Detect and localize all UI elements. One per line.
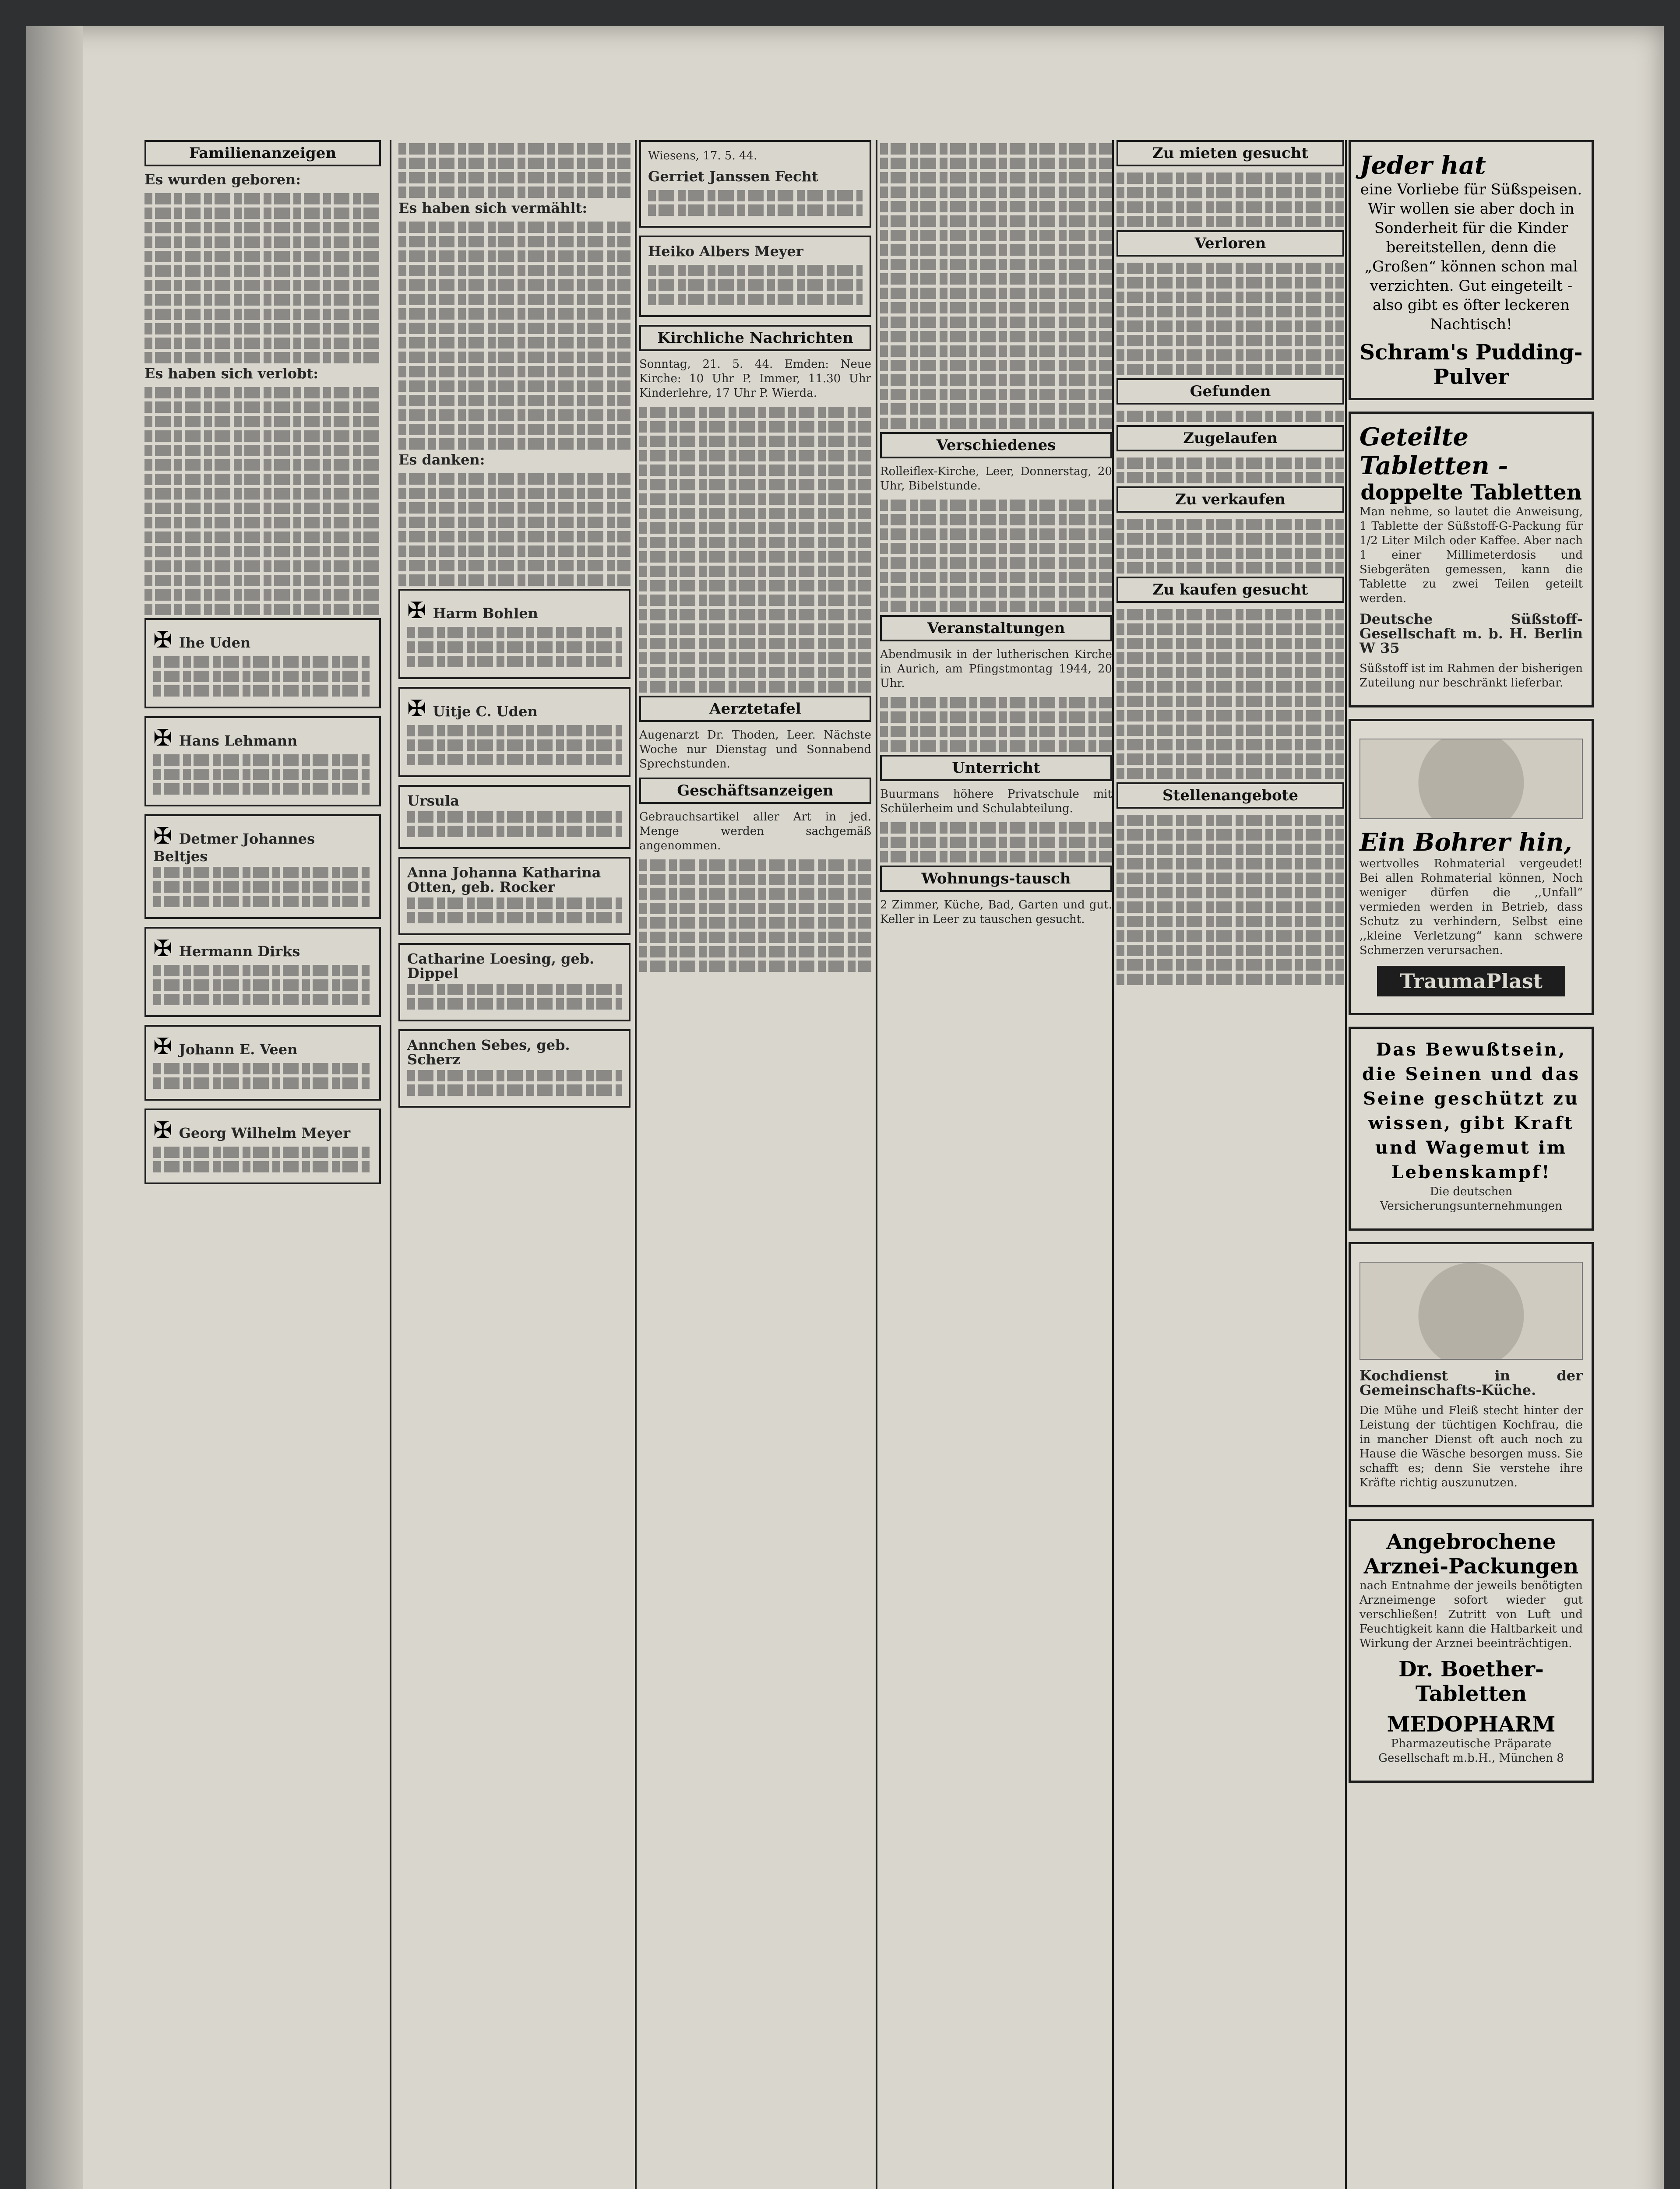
ad-title: Kochdienst in der Gemeinschafts-Küche.	[1359, 1367, 1583, 1398]
column-display-ads	[1349, 140, 1594, 2189]
ad-brand: TraumaPlast	[1377, 966, 1565, 996]
ad-title: Angebrochene Arznei-Packungen	[1363, 1530, 1579, 1579]
obituary-gerriet-fecht: Wiesens, 17. 5. 44. Gerriet Janssen Fecht	[639, 140, 871, 228]
column-divider	[390, 140, 391, 2189]
section-zu-verkaufen: Zu verkaufen	[1116, 486, 1344, 513]
ad-kochdienst	[1349, 1242, 1594, 1507]
ad-title: Jeder hat	[1359, 151, 1486, 180]
obituary-ihe-uden: ✠ Ihe Uden	[144, 618, 381, 708]
business-notice: Gebrauchsartikel aller Art in jed. Menge werden sachgemäß angenommen.	[639, 810, 871, 852]
obituary-georg-meyer: ✠ Georg Wilhelm Meyer	[144, 1109, 381, 1184]
ad-brand: Schram's Pudding-Pulver	[1359, 340, 1583, 389]
column-divider	[1345, 140, 1347, 2189]
obituary-catharine-loesing: Catharine Loesing, geb. Dippel	[398, 943, 630, 1021]
ad-bewusstsein	[1349, 1027, 1594, 1231]
column-classifieds	[1116, 140, 1344, 2189]
ad-bohrer	[1349, 719, 1594, 1015]
iron-cross-icon: ✠	[153, 627, 173, 653]
misc-notice: Rolleiflex-Kirche, Leer, Donnerstag, 20 Uhr, Bibelstunde.	[880, 465, 1112, 493]
obituary-annchen-sebes: Annchen Sebes, geb. Scherz	[398, 1029, 630, 1108]
ad-company: MEDOPHARM	[1387, 1712, 1556, 1737]
section-veranstaltungen: Veranstaltungen	[880, 615, 1112, 641]
obituary-johann-veen: ✠ Johann E. Veen	[144, 1025, 381, 1101]
column-church-business	[639, 140, 871, 2189]
iron-cross-icon: ✠	[407, 598, 426, 624]
iron-cross-icon: ✠	[153, 936, 173, 962]
section-zugelaufen: Zugelaufen	[1116, 425, 1344, 451]
section-verloren: Verloren	[1116, 230, 1344, 257]
newspaper-page	[26, 26, 1664, 2189]
event-notice: Abendmusik in der lutherischen Kirche in Aurich, am Pfingstmontag 1944, 20 Uhr.	[880, 648, 1112, 690]
married-heading: Es haben sich vermählt:	[398, 200, 588, 216]
iron-cross-icon: ✠	[407, 696, 426, 722]
iron-cross-icon: ✠	[153, 823, 173, 849]
section-aerztetafel: Aerztetafel	[639, 696, 871, 722]
page-binding-edge	[26, 26, 83, 2189]
iron-cross-icon: ✠	[153, 1117, 173, 1144]
obituary-ursula: Ursula	[398, 785, 630, 849]
obituary-heiko-meyer: Heiko Albers Meyer	[639, 236, 871, 317]
obituary-anna-otten: Anna Johanna Katharina Otten, geb. Rocker	[398, 857, 630, 935]
ad-company-sub: Pharmazeutische Präparate Gesellschaft m.b.H., München 8	[1378, 1737, 1564, 1765]
obituary-hermann-dirks: ✠ Hermann Dirks	[144, 927, 381, 1017]
ad-title: Geteilte Tabletten -	[1359, 422, 1508, 480]
obituary-uitje-uden: ✠ Uitje C. Uden	[398, 687, 630, 777]
ad-brand: Dr. Boether-Tabletten	[1398, 1657, 1544, 1706]
section-gefunden: Gefunden	[1116, 378, 1344, 405]
ad-title: Ein Bohrer hin,	[1359, 828, 1572, 857]
ad-slogan: Das Bewußtsein, die Seinen und das Seine geschützt zu wissen, gibt Kraft und Wagemut im Lebenskampf!	[1362, 1039, 1581, 1182]
section-wohnungstausch: Wohnungs-tausch	[880, 866, 1112, 892]
obituary-hans-lehmann: ✠ Hans Lehmann	[144, 716, 381, 806]
ad-text: eine Vorliebe für Süßspeisen. Wir wollen sie aber doch in Sonderheit für die Kinder bereitstellen, denn die „Großen“ können schon mal verzichten. Gut eingeteilt - also gibt es öfter leckeren Nachtisch!	[1360, 181, 1582, 333]
drill-illustration	[1359, 739, 1583, 819]
section-geschaeftsanzeigen: Geschäftsanzeigen	[639, 778, 871, 804]
church-notice: Sonntag, 21. 5. 44. Emden: Neue Kirche: 10 Uhr P. Immer, 11.30 Uhr Kinderlehre, 17 Uhr P. Wierda.	[639, 358, 871, 400]
section-zu-mieten: Zu mieten gesucht	[1116, 140, 1344, 166]
section-unterricht: Unterricht	[880, 755, 1112, 781]
column-divider	[635, 140, 637, 2189]
ad-text: nach Entnahme der jeweils benötigten Arzneimenge sofort wieder gut verschließen! Zutritt von Luft und Feuchtigkeit kann die Haltbarkeit und Wirkung der Arznei beeinträchtigen.	[1359, 1579, 1583, 1650]
section-zu-kaufen: Zu kaufen gesucht	[1116, 577, 1344, 603]
ad-subtitle: doppelte Tabletten	[1360, 480, 1582, 505]
ad-company: Deutsche Süßstoff-Gesellschaft m. b. H. Berlin W 35	[1359, 611, 1583, 656]
ad-arznei	[1349, 1519, 1594, 1783]
column-family-ads-2	[398, 140, 630, 2189]
ad-note: Süßstoff ist im Rahmen der bisherigen Zuteilung nur beschränkt lieferbar.	[1359, 662, 1583, 690]
doctor-notice: Augenarzt Dr. Thoden, Leer. Nächste Woche nur Dienstag und Sonnabend Sprechstunden.	[639, 728, 871, 771]
iron-cross-icon: ✠	[153, 1034, 173, 1060]
section-verschiedenes: Verschiedenes	[880, 432, 1112, 458]
ad-tabletten	[1349, 412, 1594, 707]
column-divider	[876, 140, 877, 2189]
housing-notice: 2 Zimmer, Küche, Bad, Garten und gut. Keller in Leer zu tauschen gesucht.	[880, 898, 1112, 926]
school-notice: Buurmans höhere Privatschule mit Schülerheim und Schulabteilung.	[880, 788, 1112, 815]
column-divider	[1112, 140, 1114, 2189]
section-stellenangebote: Stellenangebote	[1116, 782, 1344, 809]
ad-text: Die Mühe und Fleiß stecht hinter der Leistung der tüchtigen Kochfrau, die in mancher Dienst oft auch noch zu Hause die Wäsche besorgen muss. Sie schafft es; denn Sie verstehe ihre Kräfte richtig auszunutzen.	[1359, 1404, 1583, 1489]
ad-footer: Die deutschen Versicherungsunternehmungen	[1380, 1185, 1562, 1213]
ad-text: Man nehme, so lautet die Anweisung, 1 Tablette der Süßstoff-G-Packung für 1/2 Liter Milch oder Kaffee. Aber nach 1 einer Millimeterdosis und Siebgeräten gemessen, kann die Tablette zu zwei Teilen geteilt werden.	[1359, 505, 1583, 605]
iron-cross-icon: ✠	[153, 725, 173, 751]
ad-jeder-hat	[1349, 140, 1594, 400]
obituary-harm-bohlen: ✠ Harm Bohlen	[398, 589, 630, 679]
section-familienanzeigen: Familienanzeigen	[144, 140, 381, 166]
column-family-ads	[144, 140, 381, 2189]
born-heading: Es wurden geboren:	[144, 171, 301, 188]
engaged-heading: Es haben sich verlobt:	[144, 365, 319, 382]
section-kirchliche: Kirchliche Nachrichten	[639, 325, 871, 351]
column-notices	[880, 140, 1112, 2189]
thanks-heading: Es danken:	[398, 451, 485, 468]
obituary-detmer-beltjes: ✠ Detmer Johannes Beltjes	[144, 814, 381, 919]
ad-text: wertvolles Rohmaterial vergeudet! Bei allen Rohmaterial können, Noch weniger dürfen die ,,Unfall“ vermieden werden in Betrieb, dass Schutz zu verhindern, Selbst eine ,,kleine Verletzung“ kann schwere Schmerzen verursachen.	[1359, 857, 1583, 957]
cook-illustration	[1359, 1262, 1583, 1360]
